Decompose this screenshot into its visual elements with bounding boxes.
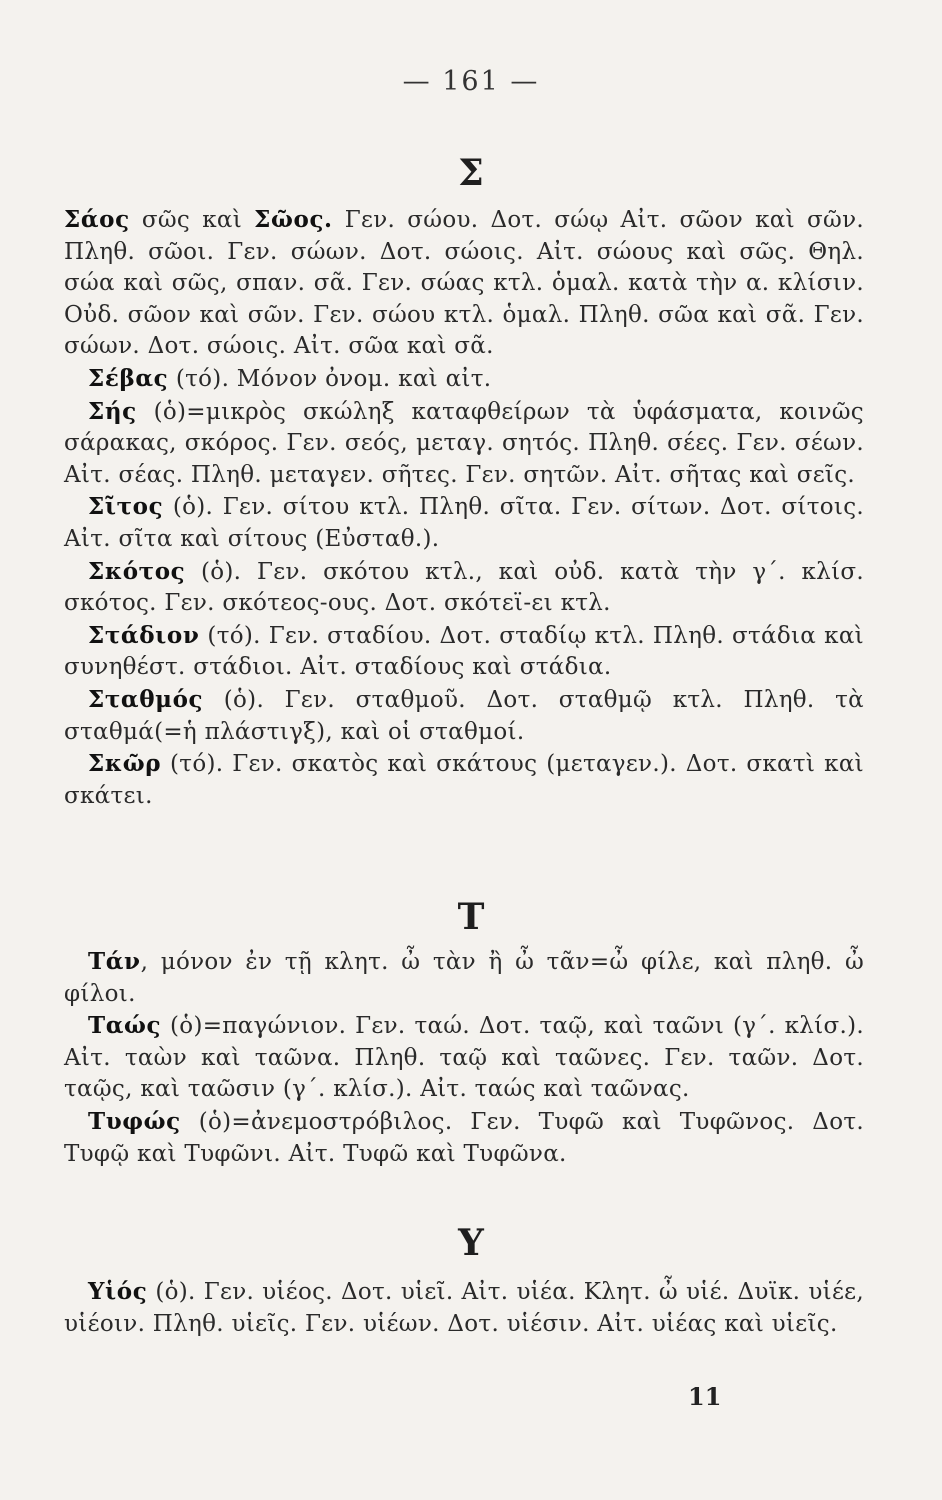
headword: Υἱός — [88, 1278, 148, 1305]
headword: Σής — [88, 397, 137, 425]
entry-taos — [64, 1010, 864, 1106]
entry-text: (ὁ). Γεν. υἱέος. Δοτ. υἱεῖ. Αἰτ. υἱέα. Κλητ. ὦ υἱέ. Δυϊκ. υἱέε, υἱέοιν. Πληθ. υἱεῖς. Γεν. υἱέων. Δοτ. υἱέσιν. Αἰτ. υἱέας καὶ υἱεῖς. — [64, 1279, 864, 1337]
page-number: — 161 — — [402, 66, 540, 97]
entry-text: Γεν. σώου. Δοτ. σώῳ Αἰτ. σῶον καὶ σῶν. Πληθ. σῶοι. Γεν. σώων. Δοτ. σώοις. Αἰτ. σώους καὶ σῶς. Θηλ. σώα καὶ σῶς, σπαν. σᾶ. Γεν. σώας κτλ. ὁμαλ. κατὰ τὴν α. κλίσιν. Οὐδ. σῶον καὶ σῶν. Γεν. σώου κτλ. ὁμαλ. Πληθ. σῶα καὶ σᾶ. Γεν. σώων. Δοτ. σώοις. Αἰτ. σῶα καὶ σᾶ. — [64, 207, 864, 360]
entry-tan — [64, 946, 864, 1010]
headword: Τάν — [88, 948, 141, 975]
headword: Σέβας — [88, 364, 169, 392]
entry-text: , μόνον ἐν τῇ κλητ. ὦ τὰν ἢ ὦ τᾶν=ὦ φίλε, καὶ πληθ. ὦ φίλοι. — [64, 949, 864, 1007]
entry-text: (τό). Μόνον ὀνομ. καὶ αἰτ. — [168, 365, 492, 392]
headword: Σῶος. — [254, 206, 333, 233]
section-letter-upsilon: Υ — [458, 1222, 484, 1264]
section-tau-entries — [64, 946, 864, 1170]
section-sigma-entries — [64, 204, 864, 812]
headword: Ταώς — [88, 1012, 162, 1040]
headword: Σκῶρ — [88, 750, 162, 778]
entry-stadion — [64, 620, 864, 684]
entry-text: (τό). Γεν. σκατὸς καὶ σκάτους (μεταγεν.). Δοτ. σκατὶ καὶ σκάτει. — [64, 751, 864, 809]
entry-skor — [64, 748, 864, 812]
signature-mark: 11 — [688, 1382, 722, 1411]
entry-text: (ὁ). Γεν. σταθμοῦ. Δοτ. σταθμῷ κτλ. Πληθ. τὰ σταθμά(=ἡ πλάστιγξ), καὶ οἱ σταθμοί. — [64, 686, 864, 745]
section-letter-tau: Τ — [457, 896, 485, 938]
entry-text: (ὁ)=μικρὸς σκώληξ καταφθείρων τὰ ὑφάσματα, κοινῶς σάρακας, σκόρος. Γεν. σεός, μεταγ. σητός. Πληθ. σέες. Γεν. σέων. Αἰτ. σέας. Πληθ. μεταγεν. σῆτες. Γεν. σητῶν. Αἰτ. σῆτας καὶ σεῖς. — [64, 398, 864, 488]
entry-stathmos — [64, 684, 864, 748]
entry-text: σῶς καὶ — [129, 207, 255, 233]
entry-text: (ὁ). Γεν. σκότου κτλ., καὶ οὐδ. κατὰ τὴν γ΄. κλίσ. σκότος. Γεν. σκότεος-ους. Δοτ. σκότεϊ-ει κτλ. — [64, 558, 864, 617]
headword: Σκότος — [88, 557, 186, 585]
entry-uios — [64, 1276, 864, 1340]
headword: Σταθμός — [88, 685, 204, 713]
section-upsilon-entries — [64, 1276, 864, 1340]
entry-text: (ὁ)=ἀνεμοστρόβιλος. Γεν. Τυφῶ καὶ Τυφῶνος. Δοτ. Τυφῷ καὶ Τυφῶνι. Αἰτ. Τυφῶ καὶ Τυφῶνα. — [64, 1108, 864, 1167]
headword: Στάδιον — [88, 621, 200, 649]
entry-tyfos — [64, 1106, 864, 1170]
entry-text: (ὁ). Γεν. σίτου κτλ. Πληθ. σῖτα. Γεν. σίτων. Δοτ. σίτοις. Αἰτ. σῖτα καὶ σίτους (Εὐσταθ.). — [64, 494, 864, 552]
entry-ses — [64, 396, 864, 492]
entry-text: (ὁ)=παγώνιον. Γεν. ταώ. Δοτ. ταῷ, καὶ ταῶνι (γ΄. κλίσ.). Αἰτ. ταὼν καὶ ταῶνα. Πληθ. ταῷ καὶ ταῶνες. Γεν. ταῶν. Δοτ. ταῷς, καὶ ταῶσιν (γ΄. κλίσ.). Αἰτ. ταώς καὶ ταῶνας. — [64, 1013, 864, 1103]
entry-skotos — [64, 556, 864, 620]
section-letter-sigma: Σ — [458, 152, 484, 194]
entry-text: (τό). Γεν. σταδίου. Δοτ. σταδίῳ κτλ. Πληθ. στάδια καὶ συνηθέστ. στάδιοι. Αἰτ. σταδίους καὶ στάδια. — [64, 622, 864, 681]
entry-sitos — [64, 491, 864, 555]
headword: Σάος — [64, 206, 130, 233]
entry-saos — [64, 204, 864, 363]
entry-sebas — [64, 363, 864, 396]
headword: Σῖτος — [88, 493, 164, 521]
headword: Τυφώς — [88, 1107, 181, 1135]
